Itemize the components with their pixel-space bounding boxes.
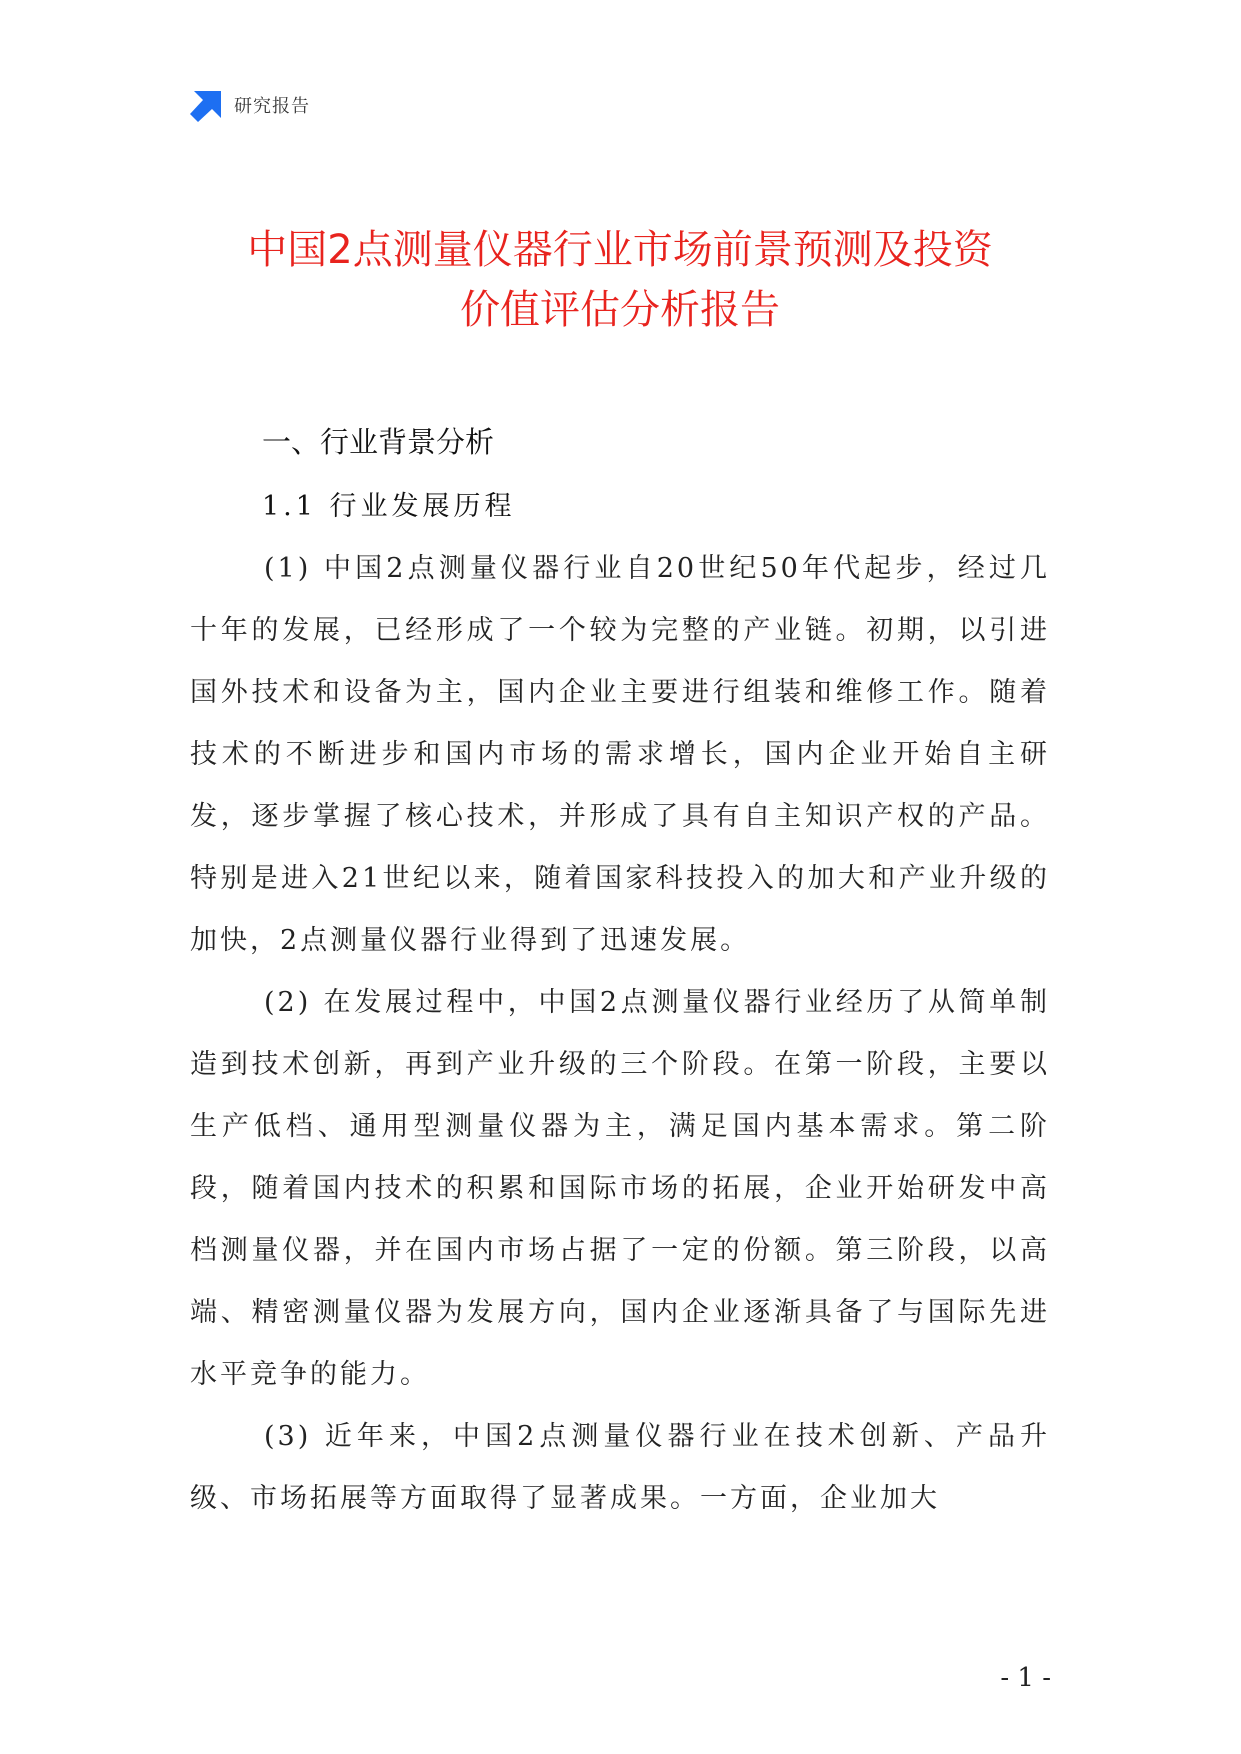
paragraph-2: (2) 在发展过程中，中国2点测量仪器行业经历了从简单制造到技术创新，再到产业升级的三个阶段。在第一阶段，主要以生产低档、通用型测量仪器为主，满足国内基本需求。第二阶段，随着国内技术的积累和国际市场的拓展，企业开始研发中高档测量仪器，并在国内市场占据了一定的份额。第三阶段，以高端、精密测量仪器为发展方向，国内企业逐渐具备了与国际先进水平竞争的能力。 xyxy=(190,987,1050,1390)
paragraph-3: (3) 近年来，中国2点测量仪器行业在技术创新、产品升级、市场拓展等方面取得了显著成果。一方面，企业加大 xyxy=(190,1421,1050,1514)
title-line-2: 价值评估分析报告 xyxy=(460,287,780,333)
section-heading: 一、行业背景分析 xyxy=(262,425,495,459)
document-title xyxy=(150,220,1090,340)
arrow-up-right-icon xyxy=(190,88,224,122)
report-header xyxy=(190,88,310,122)
paragraph-1: (1) 中国2点测量仪器行业自20世纪50年代起步，经过几十年的发展，已经形成了一个较为完整的产业链。初期，以引进国外技术和设备为主，国内企业主要进行组装和维修工作。随着技术的不断进步和国内市场的需求增长，国内企业开始自主研发，逐步掌握了核心技术，并形成了具有自主知识产权的产品。特别是进入21世纪以来，随着国家科技投入的加大和产业升级的加快，2点测量仪器行业得到了迅速发展。 xyxy=(190,553,1050,956)
body-text xyxy=(190,538,1050,1530)
sub-heading: 1.1 行业发展历程 xyxy=(262,491,516,522)
page-number: - 1 - xyxy=(1000,1663,1051,1693)
header-label: 研究报告 xyxy=(234,96,310,117)
title-line-1: 中国2点测量仪器行业市场前景预测及投资 xyxy=(247,227,993,273)
